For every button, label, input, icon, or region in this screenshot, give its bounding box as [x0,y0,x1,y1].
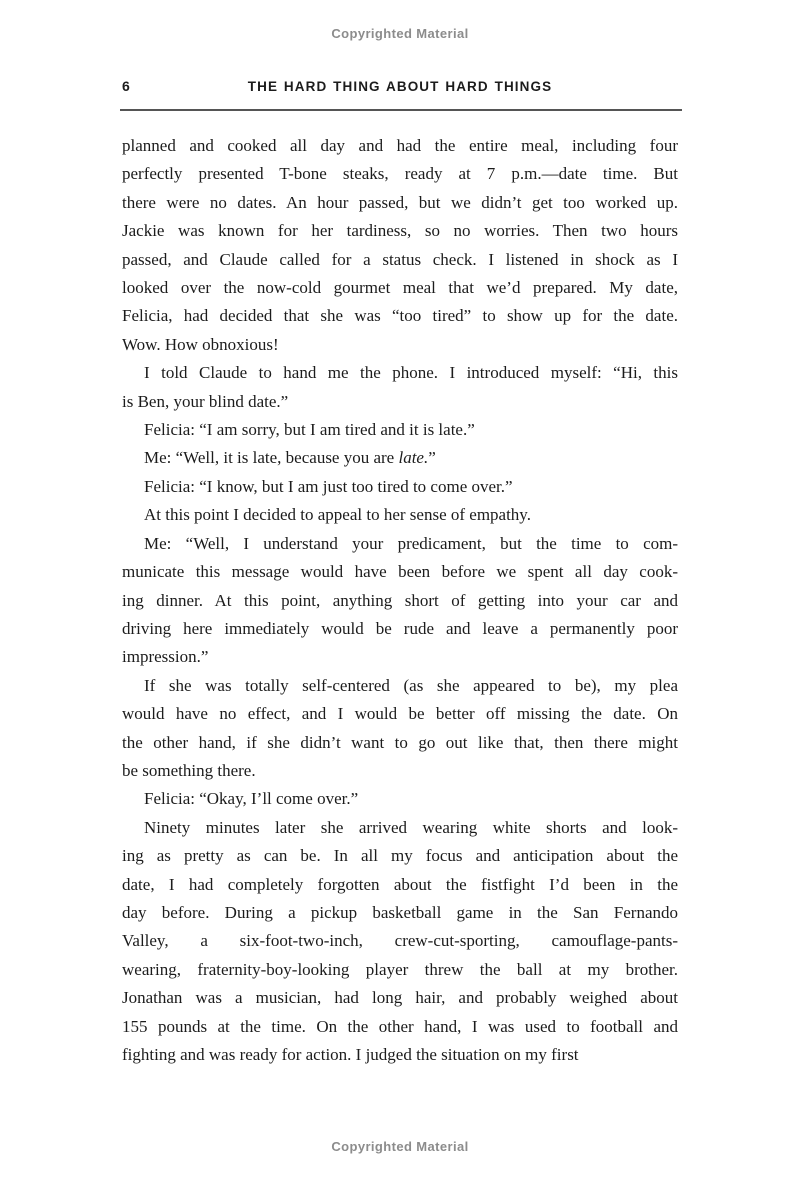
text-line: Felicia, had decided that she was “too tired” to show up for the date. [122,306,678,326]
paragraph [122,132,678,359]
text-line: 155 pounds at the time. On the other hand, I was used to football and [122,1016,678,1036]
text-line: Me: “Well, it is late, because you are late.” [144,448,436,468]
text-line: Wow. How obnoxious! [122,334,279,354]
page-header [122,78,678,98]
text-line: Ninety minutes later she arrived wearing white shorts and look- [144,817,678,837]
paragraph [122,501,678,529]
text-line: Jackie was known for her tardiness, so no worries. Then two hours [122,221,678,241]
text-line: Felicia: “I am sorry, but I am tired and it is late.” [144,420,475,440]
header-rule [120,109,682,111]
copyright-notice-bottom: Copyrighted Material [331,1139,469,1154]
text-line: passed, and Claude called for a status check. I listened in shock as I [122,249,678,269]
text-line: I told Claude to hand me the phone. I introduced myself: “Hi, this [144,363,678,383]
text-line: looked over the now-cold gourmet meal that we’d prepared. My date, [122,278,678,298]
body-text [122,132,678,1069]
paragraph [122,359,678,416]
text-line: perfectly presented T-bone steaks, ready at 7 p.m.—date time. But [122,164,678,184]
text-line: wearing, fraternity-boy-looking player threw the ball at my brother. [122,959,678,979]
text-line: fighting and was ready for action. I judged the situation on my first [122,1045,579,1064]
text-line: ing dinner. At this point, anything short of getting into your car and [122,590,678,610]
text-line: be something there. [122,760,256,780]
page-number: 6 [122,78,131,94]
text-line: ing as pretty as can be. In all my focus and anticipation about the [122,846,678,866]
text-line: Me: “Well, I understand your predicament, but the time to com- [144,533,678,553]
text-line: is Ben, your blind date.” [122,391,289,411]
text-line: there were no dates. An hour passed, but we didn’t get too worked up. [122,192,678,212]
text-line: would have no effect, and I would be better off missing the date. On [122,704,678,724]
text-line: At this point I decided to appeal to her sense of empathy. [144,505,531,525]
text-line: planned and cooked all day and had the entire meal, including four [122,136,678,155]
copyright-notice-top: Copyrighted Material [331,26,469,41]
text-line: date, I had completely forgotten about the fistfight I’d been in the [122,874,678,894]
text-line: Jonathan was a musician, had long hair, and probably weighed about [122,988,678,1008]
running-title: THE HARD THING ABOUT HARD THINGS [247,79,553,94]
text-line: Valley, a six-foot-two-inch, crew-cut-sporting, camouflage-pants- [122,931,678,951]
paragraph [122,530,678,672]
text-line: Felicia: “I know, but I am just too tired to come over.” [144,476,513,496]
paragraph [122,814,678,1070]
paragraph [122,444,678,472]
paragraph [122,473,678,501]
text-line: driving here immediately would be rude and leave a permanently poor [122,618,678,638]
paragraph [122,785,678,813]
text-line: If she was totally self-centered (as she appeared to be), my plea [144,675,678,695]
text-line: municate this message would have been before we spent all day cook- [122,562,678,582]
text-line: day before. During a pickup basketball game in the San Fernando [122,902,678,922]
text-line: Felicia: “Okay, I’ll come over.” [144,789,359,809]
text-line: impression.” [122,647,209,667]
text-line: the other hand, if she didn’t want to go out like that, then there might [122,732,678,752]
paragraph [122,672,678,786]
paragraph [122,416,678,444]
